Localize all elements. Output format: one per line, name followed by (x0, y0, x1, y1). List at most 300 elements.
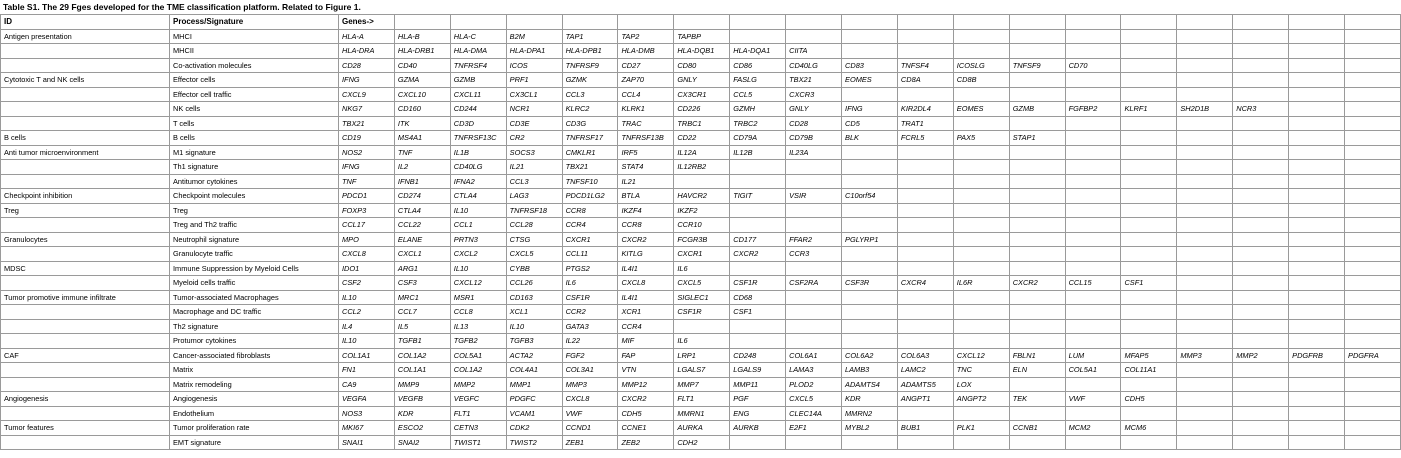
gene-cell: FAP (618, 348, 674, 363)
empty-cell (1177, 131, 1233, 146)
gene-cell: TNFRSF13C (450, 131, 506, 146)
empty-cell (953, 44, 1009, 59)
row-id-cell (1, 377, 170, 392)
empty-cell (1345, 247, 1401, 262)
table-row (1, 87, 1401, 102)
gene-cell: CD86 (730, 58, 786, 73)
gene-cell: KDR (394, 406, 450, 421)
empty-cell (1289, 174, 1345, 189)
gene-cell: CD274 (394, 189, 450, 204)
empty-cell (897, 44, 953, 59)
empty-cell (1009, 44, 1065, 59)
gene-cell: IL23A (786, 145, 842, 160)
gene-cell: SNAI1 (339, 435, 395, 450)
gene-cell: CCR4 (618, 319, 674, 334)
gene-cell: HLA-DQA1 (730, 44, 786, 59)
gene-cell: IL6R (953, 276, 1009, 291)
gene-cell: MIF (618, 334, 674, 349)
empty-cell (1345, 392, 1401, 407)
empty-cell (1233, 319, 1289, 334)
header-empty-cell (953, 15, 1009, 30)
empty-cell (1233, 203, 1289, 218)
gene-cell: GNLY (674, 73, 730, 88)
gene-cell: MMP2 (1233, 348, 1289, 363)
gene-cell: TRAT1 (897, 116, 953, 131)
gene-cell: CCL8 (450, 305, 506, 320)
empty-cell (1345, 174, 1401, 189)
header-id: ID (1, 15, 170, 30)
row-id-cell (1, 160, 170, 175)
gene-cell: COL4A1 (506, 363, 562, 378)
empty-cell (1121, 232, 1177, 247)
gene-cell: HLA-DPB1 (562, 44, 618, 59)
table-row (1, 421, 1401, 436)
row-process-cell: Treg (170, 203, 339, 218)
gene-cell: CCL3 (506, 174, 562, 189)
gene-cell: CDH2 (674, 435, 730, 450)
empty-cell (1065, 218, 1121, 233)
empty-cell (1009, 377, 1065, 392)
header-empty-cell (1233, 15, 1289, 30)
gene-cell: CXCL5 (786, 392, 842, 407)
gene-cell: KITLG (618, 247, 674, 262)
gene-cell: MMRN1 (674, 406, 730, 421)
gene-cell: IL10 (506, 319, 562, 334)
gene-cell: CXCL8 (339, 247, 395, 262)
empty-cell (1009, 406, 1065, 421)
gene-cell: MMP3 (1177, 348, 1233, 363)
empty-cell (1289, 116, 1345, 131)
row-process-cell: Antitumor cytokines (170, 174, 339, 189)
empty-cell (1121, 218, 1177, 233)
gene-cell: ZEB2 (618, 435, 674, 450)
row-process-cell: Tumor proliferation rate (170, 421, 339, 436)
gene-signature-table (0, 14, 1401, 450)
empty-cell (786, 160, 842, 175)
empty-cell (674, 174, 730, 189)
empty-cell (1345, 145, 1401, 160)
gene-cell: TBX21 (339, 116, 395, 131)
gene-cell: CIITA (786, 44, 842, 59)
gene-cell: CD5 (842, 116, 898, 131)
gene-cell: MMP2 (450, 377, 506, 392)
empty-cell (1065, 305, 1121, 320)
empty-cell (730, 319, 786, 334)
empty-cell (1121, 305, 1177, 320)
empty-cell (1345, 203, 1401, 218)
gene-cell: IFNG (842, 102, 898, 117)
gene-cell: CXCL5 (506, 247, 562, 262)
gene-cell: IFNA2 (450, 174, 506, 189)
header-empty-cell (1065, 15, 1121, 30)
empty-cell (1065, 73, 1121, 88)
empty-cell (1345, 319, 1401, 334)
empty-cell (730, 334, 786, 349)
row-id-cell: Anti tumor microenvironment (1, 145, 170, 160)
empty-cell (1065, 174, 1121, 189)
gene-cell: B2M (506, 29, 562, 44)
empty-cell (1177, 58, 1233, 73)
gene-cell: IFNG (339, 160, 395, 175)
empty-cell (1289, 363, 1345, 378)
empty-cell (1177, 363, 1233, 378)
empty-cell (842, 261, 898, 276)
gene-cell: TNFSF4 (897, 58, 953, 73)
row-id-cell: MDSC (1, 261, 170, 276)
row-process-cell: Angiogenesis (170, 392, 339, 407)
gene-cell: COL1A1 (394, 363, 450, 378)
gene-cell: ITK (394, 116, 450, 131)
gene-cell: EOMES (953, 102, 1009, 117)
empty-cell (1289, 29, 1345, 44)
gene-cell: IL4I1 (618, 290, 674, 305)
empty-cell (1289, 276, 1345, 291)
row-id-cell (1, 247, 170, 262)
row-id-cell (1, 319, 170, 334)
empty-cell (842, 334, 898, 349)
gene-cell: CCR2 (562, 305, 618, 320)
gene-cell: FBLN1 (1009, 348, 1065, 363)
gene-cell: IL1B (450, 145, 506, 160)
empty-cell (1121, 290, 1177, 305)
empty-cell (1345, 29, 1401, 44)
empty-cell (1177, 406, 1233, 421)
gene-cell: CCL3 (562, 87, 618, 102)
gene-cell: KDR (842, 392, 898, 407)
gene-cell: IL13 (450, 319, 506, 334)
gene-cell: ADAMTS4 (842, 377, 898, 392)
gene-cell: CD68 (730, 290, 786, 305)
empty-cell (897, 203, 953, 218)
gene-cell: CD244 (450, 102, 506, 117)
gene-cell: CCL28 (506, 218, 562, 233)
row-process-cell: T cells (170, 116, 339, 131)
gene-cell: IL10 (450, 203, 506, 218)
gene-cell: LAMA3 (786, 363, 842, 378)
empty-cell (1233, 131, 1289, 146)
gene-cell: TNF (394, 145, 450, 160)
gene-cell: IL5 (394, 319, 450, 334)
empty-cell (1065, 29, 1121, 44)
gene-cell: CCNE1 (618, 421, 674, 436)
gene-cell: CCL7 (394, 305, 450, 320)
gene-cell: E2F1 (786, 421, 842, 436)
gene-cell: PRTN3 (450, 232, 506, 247)
gene-cell: HLA-DRA (339, 44, 395, 59)
empty-cell (1233, 232, 1289, 247)
row-id-cell: Treg (1, 203, 170, 218)
row-id-cell: CAF (1, 348, 170, 363)
row-process-cell: NK cells (170, 102, 339, 117)
gene-cell: IKZF2 (674, 203, 730, 218)
gene-cell: NOS3 (339, 406, 395, 421)
empty-cell (953, 305, 1009, 320)
gene-cell: TAP1 (562, 29, 618, 44)
gene-cell: FCRL5 (897, 131, 953, 146)
gene-cell: IL4I1 (618, 261, 674, 276)
empty-cell (842, 44, 898, 59)
empty-cell (786, 319, 842, 334)
row-process-cell: Effector cell traffic (170, 87, 339, 102)
table-row (1, 44, 1401, 59)
gene-cell: CLEC14A (786, 406, 842, 421)
empty-cell (1065, 116, 1121, 131)
gene-cell: CD80 (674, 58, 730, 73)
header-empty-cell (1345, 15, 1401, 30)
empty-cell (730, 160, 786, 175)
empty-cell (674, 319, 730, 334)
gene-cell: CCR3 (786, 247, 842, 262)
row-id-cell (1, 305, 170, 320)
empty-cell (1177, 203, 1233, 218)
row-process-cell: Myeloid cells traffic (170, 276, 339, 291)
row-process-cell: Granulocyte traffic (170, 247, 339, 262)
gene-cell: CXCL10 (394, 87, 450, 102)
gene-cell: MPO (339, 232, 395, 247)
gene-cell: CCL17 (339, 218, 395, 233)
gene-cell: TNFRSF4 (450, 58, 506, 73)
row-process-cell: Checkpoint molecules (170, 189, 339, 204)
table-row (1, 334, 1401, 349)
empty-cell (1289, 435, 1345, 450)
gene-cell: SH2D1B (1177, 102, 1233, 117)
header-process: Process/Signature (170, 15, 339, 30)
gene-cell: TAP2 (618, 29, 674, 44)
gene-cell: IRF5 (618, 145, 674, 160)
empty-cell (1177, 87, 1233, 102)
gene-cell: FLT1 (450, 406, 506, 421)
empty-cell (1345, 261, 1401, 276)
gene-cell: TIGIT (730, 189, 786, 204)
empty-cell (1009, 261, 1065, 276)
table-row (1, 189, 1401, 204)
gene-cell: TRBC2 (730, 116, 786, 131)
row-id-cell (1, 363, 170, 378)
header-empty-cell (394, 15, 450, 30)
empty-cell (842, 174, 898, 189)
empty-cell (1345, 406, 1401, 421)
empty-cell (1065, 334, 1121, 349)
gene-cell: CD22 (674, 131, 730, 146)
empty-cell (1009, 334, 1065, 349)
gene-cell: CX3CR1 (674, 87, 730, 102)
gene-cell: CD8A (897, 73, 953, 88)
empty-cell (786, 203, 842, 218)
empty-cell (1345, 435, 1401, 450)
empty-cell (953, 203, 1009, 218)
empty-cell (1065, 290, 1121, 305)
row-id-cell (1, 174, 170, 189)
gene-cell: ADAMTS5 (897, 377, 953, 392)
empty-cell (897, 174, 953, 189)
table-body (1, 15, 1401, 450)
empty-cell (1009, 247, 1065, 262)
gene-cell: MCM2 (1065, 421, 1121, 436)
empty-cell (897, 145, 953, 160)
gene-cell: KLRC2 (562, 102, 618, 117)
empty-cell (1065, 145, 1121, 160)
gene-cell: VTN (618, 363, 674, 378)
empty-cell (1009, 160, 1065, 175)
table-row (1, 232, 1401, 247)
empty-cell (1289, 319, 1345, 334)
empty-cell (897, 334, 953, 349)
table-row (1, 174, 1401, 189)
empty-cell (786, 174, 842, 189)
empty-cell (953, 160, 1009, 175)
gene-cell: MMRN2 (842, 406, 898, 421)
empty-cell (1009, 319, 1065, 334)
row-process-cell: Co-activation molecules (170, 58, 339, 73)
empty-cell (1233, 29, 1289, 44)
table-row (1, 145, 1401, 160)
gene-cell: LRP1 (674, 348, 730, 363)
empty-cell (1177, 232, 1233, 247)
empty-cell (730, 203, 786, 218)
gene-cell: CD40 (394, 58, 450, 73)
gene-cell: KIR2DL4 (897, 102, 953, 117)
gene-cell: TAPBP (674, 29, 730, 44)
empty-cell (1009, 435, 1065, 450)
gene-cell: CXCL8 (618, 276, 674, 291)
empty-cell (1233, 58, 1289, 73)
empty-cell (786, 261, 842, 276)
gene-cell: BLK (842, 131, 898, 146)
gene-cell: CDH5 (1121, 392, 1177, 407)
gene-cell: ACTA2 (506, 348, 562, 363)
gene-cell: GZMA (394, 73, 450, 88)
gene-cell: BTLA (618, 189, 674, 204)
empty-cell (1233, 261, 1289, 276)
empty-cell (1177, 145, 1233, 160)
empty-cell (786, 290, 842, 305)
gene-cell: PAX5 (953, 131, 1009, 146)
empty-cell (842, 290, 898, 305)
gene-cell: IL10 (450, 261, 506, 276)
row-id-cell: Cytotoxic T and NK cells (1, 73, 170, 88)
empty-cell (1121, 58, 1177, 73)
gene-cell: MSR1 (450, 290, 506, 305)
empty-cell (1065, 247, 1121, 262)
gene-cell: ARG1 (394, 261, 450, 276)
empty-cell (953, 435, 1009, 450)
gene-cell: NCR1 (506, 102, 562, 117)
empty-cell (1345, 102, 1401, 117)
row-id-cell (1, 218, 170, 233)
row-id-cell (1, 435, 170, 450)
gene-cell: SIGLEC1 (674, 290, 730, 305)
gene-cell: CSF1R (674, 305, 730, 320)
gene-cell: CXCL1 (394, 247, 450, 262)
gene-cell: CD70 (1065, 58, 1121, 73)
gene-cell: GZMB (1009, 102, 1065, 117)
empty-cell (1009, 73, 1065, 88)
gene-cell: COL1A1 (339, 348, 395, 363)
gene-cell: CSF3 (394, 276, 450, 291)
empty-cell (1233, 406, 1289, 421)
empty-cell (953, 334, 1009, 349)
row-process-cell: Th2 signature (170, 319, 339, 334)
empty-cell (1289, 334, 1345, 349)
empty-cell (730, 29, 786, 44)
gene-cell: CD163 (506, 290, 562, 305)
gene-cell: ELANE (394, 232, 450, 247)
row-id-cell (1, 44, 170, 59)
empty-cell (953, 29, 1009, 44)
row-id-cell (1, 406, 170, 421)
empty-cell (1121, 377, 1177, 392)
empty-cell (953, 261, 1009, 276)
gene-cell: XCL1 (506, 305, 562, 320)
gene-cell: CXCR3 (786, 87, 842, 102)
empty-cell (730, 261, 786, 276)
empty-cell (1177, 421, 1233, 436)
empty-cell (1009, 218, 1065, 233)
gene-cell: SNAI2 (394, 435, 450, 450)
gene-cell: VWF (562, 406, 618, 421)
gene-cell: MFAP5 (1121, 348, 1177, 363)
gene-cell: HLA-DRB1 (394, 44, 450, 59)
gene-cell: TRBC1 (674, 116, 730, 131)
empty-cell (1289, 261, 1345, 276)
gene-cell: MCM6 (1121, 421, 1177, 436)
gene-cell: CD27 (618, 58, 674, 73)
empty-cell (897, 290, 953, 305)
empty-cell (1233, 44, 1289, 59)
empty-cell (1233, 363, 1289, 378)
gene-cell: MMP7 (674, 377, 730, 392)
row-process-cell: Endothelium (170, 406, 339, 421)
gene-cell: CXCL12 (953, 348, 1009, 363)
gene-cell: IL6 (674, 334, 730, 349)
empty-cell (953, 218, 1009, 233)
empty-cell (897, 218, 953, 233)
row-id-cell (1, 334, 170, 349)
row-id-cell: Checkpoint inhibition (1, 189, 170, 204)
gene-cell: CD226 (674, 102, 730, 117)
gene-cell: CXCR2 (618, 392, 674, 407)
empty-cell (786, 435, 842, 450)
table-row (1, 319, 1401, 334)
gene-cell: VCAM1 (506, 406, 562, 421)
empty-cell (1065, 232, 1121, 247)
gene-cell: MS4A1 (394, 131, 450, 146)
gene-cell: COL6A2 (842, 348, 898, 363)
gene-cell: CD3D (450, 116, 506, 131)
gene-cell: CD40LG (450, 160, 506, 175)
gene-cell: IFNG (339, 73, 395, 88)
gene-cell: MMP3 (562, 377, 618, 392)
gene-cell: ELN (1009, 363, 1065, 378)
empty-cell (1289, 305, 1345, 320)
empty-cell (1121, 261, 1177, 276)
gene-cell: CXCR2 (1009, 276, 1065, 291)
empty-cell (897, 247, 953, 262)
gene-cell: TWIST1 (450, 435, 506, 450)
gene-cell: IDO1 (339, 261, 395, 276)
gene-cell: CTLA4 (450, 189, 506, 204)
gene-cell: IL22 (562, 334, 618, 349)
table-row (1, 29, 1401, 44)
gene-cell: AURKB (730, 421, 786, 436)
empty-cell (1121, 334, 1177, 349)
empty-cell (1177, 29, 1233, 44)
gene-cell: HAVCR2 (674, 189, 730, 204)
gene-cell: CXCL5 (674, 276, 730, 291)
gene-cell: TNC (953, 363, 1009, 378)
gene-cell: TNFRSF18 (506, 203, 562, 218)
empty-cell (1065, 261, 1121, 276)
